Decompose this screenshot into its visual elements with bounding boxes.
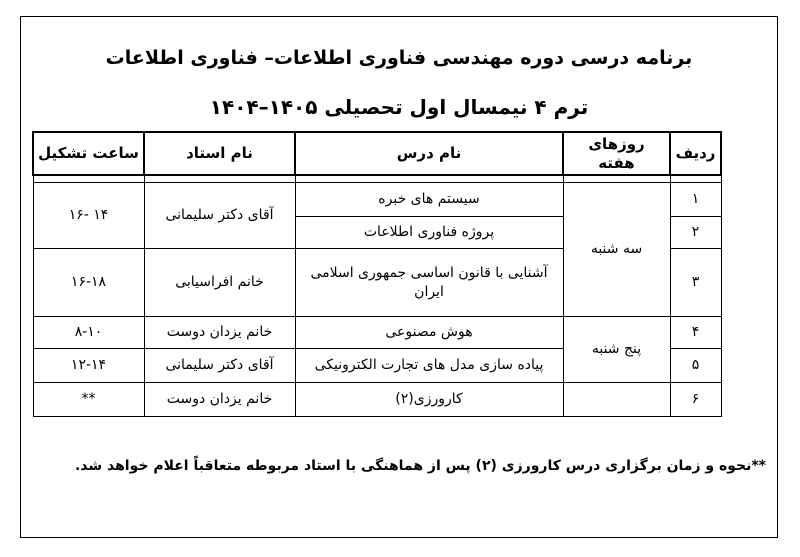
time-cell: ۱۲-۱۴ [33, 349, 144, 383]
teacher-cell: خانم یزدان دوست [144, 383, 295, 417]
row-number: ۶ [670, 383, 721, 417]
teacher-cell: خانم افراسیابی [144, 249, 295, 317]
course-cell: آشنایی با قانون اساسی جمهوری اسلامی ایران [295, 249, 563, 317]
document-title: برنامه درسی دوره مهندسی فناوری اطلاعات– فناوری اطلاعات [105, 47, 693, 69]
teacher-cell: آقای دکتر سلیمانی [144, 183, 295, 249]
course-cell: هوش مصنوعی [295, 317, 563, 349]
time-cell: ۱۶-۱۸ [33, 249, 144, 317]
course-cell: کارورزی(۲) [295, 383, 563, 417]
table-row [33, 383, 721, 417]
spacer-row [33, 175, 721, 183]
row-number: ۱ [670, 183, 721, 217]
course-cell: پیاده سازی مدل های تجارت الکترونیکی [295, 349, 563, 383]
header-teacher: نام استاد [144, 132, 295, 175]
time-cell: ** [33, 383, 144, 417]
day-cell-empty [563, 383, 670, 417]
row-number: ۵ [670, 349, 721, 383]
header-course: نام درس [295, 132, 563, 175]
document-subtitle: ترم ۴ نیمسال اول تحصیلی ۱۴۰۵–۱۴۰۴ [209, 95, 589, 119]
header-row-number: ردیف [670, 132, 721, 175]
table-row [33, 183, 721, 217]
header-time: ساعت تشکیل [33, 132, 144, 175]
header-day: روزهای هفته [563, 132, 670, 175]
course-cell: سیستم های خبره [295, 183, 563, 217]
schedule-table [32, 131, 722, 417]
footnote: **نحوه و زمان برگزاری درس کارورزی (۲) پس از هماهنگی با استاد مربوطه متعاقباً اعلام خواهد شد. [74, 458, 766, 474]
course-cell: پروژه فناوری اطلاعات [295, 217, 563, 249]
table-row [33, 317, 721, 349]
day-cell-tuesday: سه شنبه [563, 183, 670, 317]
teacher-cell: آقای دکتر سلیمانی [144, 349, 295, 383]
row-number: ۴ [670, 317, 721, 349]
time-cell: ۸-۱۰ [33, 317, 144, 349]
row-number: ۲ [670, 217, 721, 249]
row-number: ۳ [670, 249, 721, 317]
teacher-cell: خانم یزدان دوست [144, 317, 295, 349]
time-cell: ۱۴ -۱۶ [33, 183, 144, 249]
table-header-row [33, 132, 721, 175]
day-cell-thursday: پنج شنبه [563, 317, 670, 383]
